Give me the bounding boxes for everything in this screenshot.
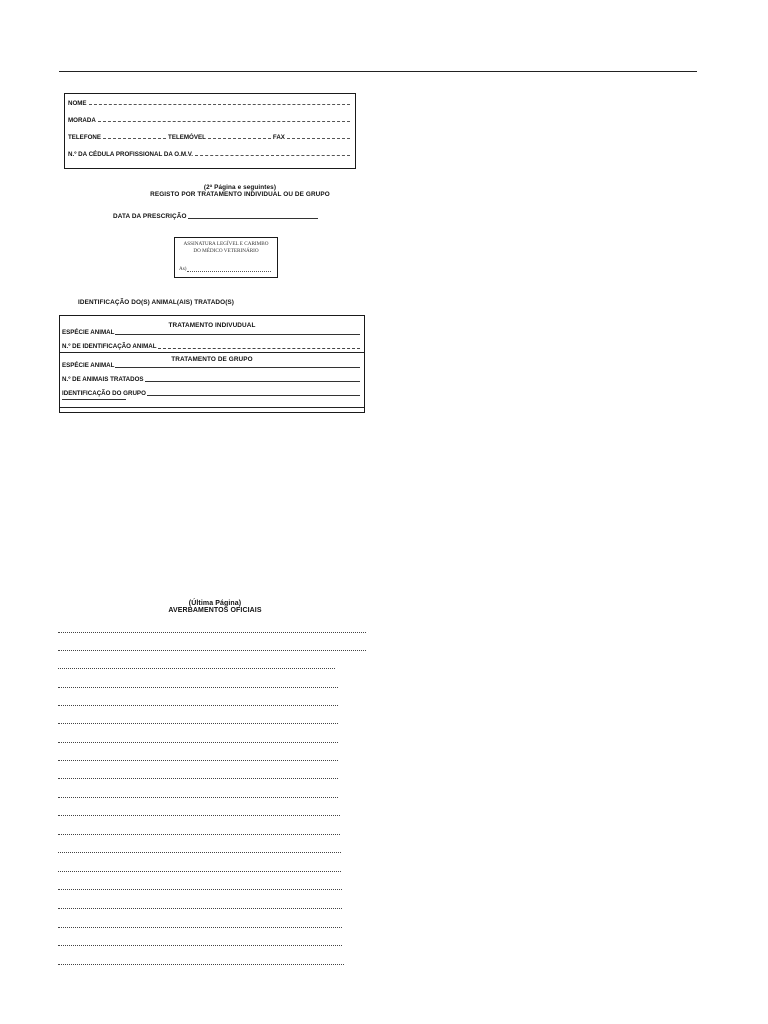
identificacao-field[interactable] (158, 348, 361, 349)
morada-row (68, 117, 352, 124)
annotation-line[interactable] (58, 742, 338, 743)
fax-field[interactable] (287, 138, 350, 139)
animais-tratados-row (62, 376, 360, 383)
animals-heading: IDENTIFICAÇÃO DO(S) ANIMAL(AIS) TRATADO(S) (78, 299, 235, 306)
especie-row (62, 329, 360, 336)
section-divider (60, 352, 364, 353)
morada-field[interactable] (98, 121, 350, 122)
bottom-divider (60, 407, 364, 408)
nome-label: NOME (68, 100, 87, 107)
annotation-line[interactable] (58, 927, 342, 928)
cedula-row (68, 151, 352, 158)
annotation-line[interactable] (58, 852, 341, 853)
contacts-row (68, 134, 352, 141)
annotation-line[interactable] (58, 778, 338, 779)
identificacao-row (62, 343, 360, 350)
cedula-label: N.º DA CÉDULA PROFISSIONAL DA O.M.V. (68, 151, 193, 158)
signature-line2: DO MÉDICO VETERINÁRIO (193, 247, 259, 254)
annotation-line[interactable] (58, 815, 340, 816)
cedula-field[interactable] (195, 155, 350, 156)
telemovel-field[interactable] (208, 138, 271, 139)
animais-tratados-field[interactable] (145, 381, 360, 382)
annotation-line[interactable] (58, 668, 335, 669)
signature-field[interactable] (187, 271, 272, 272)
top-rule (59, 71, 697, 72)
annotation-line[interactable] (58, 945, 342, 946)
signature-as-label: As) (179, 266, 187, 272)
page2-title: REGISTO POR TRATAMENTO INDIVIDUAL OU DE GRUPO (150, 191, 330, 198)
annotation-line[interactable] (58, 723, 338, 724)
last-page-subtitle: (Última Página) (188, 600, 242, 607)
telefone-field[interactable] (103, 138, 166, 139)
annotation-line[interactable] (58, 964, 344, 965)
animais-tratados-label: N.º DE ANIMAIS TRATADOS (62, 376, 144, 383)
signature-as-row (179, 266, 271, 273)
annotation-line[interactable] (58, 889, 342, 890)
telemovel-label: TELEMÓVEL (168, 134, 206, 141)
grupo-title: TRATAMENTO DE GRUPO (171, 356, 253, 363)
annotation-line[interactable] (58, 760, 338, 761)
annotation-line[interactable] (58, 650, 366, 651)
annotation-line[interactable] (58, 871, 341, 872)
signature-line1: ASSINATURA LEGÍVEL E CARIMBO (183, 241, 269, 247)
annotation-line[interactable] (58, 797, 338, 798)
prescription-date-label: DATA DA PRESCRIÇÃO (113, 213, 187, 220)
telefone-label: TELEFONE (68, 134, 102, 141)
identificacao-label: N.º DE IDENTIFICAÇÃO ANIMAL (62, 343, 157, 350)
animals-box (59, 315, 365, 413)
identificacao-grupo-label: IDENTIFICAÇÃO DO GRUPO (62, 390, 146, 397)
nome-field[interactable] (89, 104, 350, 105)
annotation-line[interactable] (58, 705, 338, 706)
fax-label: FAX (272, 134, 285, 141)
annotation-line[interactable] (58, 632, 366, 633)
page2-subtitle: (2ª Página e seguintes) (203, 184, 277, 191)
morada-label: MORADA (68, 117, 96, 124)
annotation-line[interactable] (58, 834, 340, 835)
especie-field[interactable] (115, 334, 360, 335)
especie-grupo-field[interactable] (115, 367, 360, 368)
individual-title: TRATAMENTO INDIVUDUAL (168, 322, 256, 329)
annotation-line[interactable] (58, 687, 338, 688)
prescription-date-row (113, 213, 318, 220)
group-extra-line (62, 399, 126, 400)
prescription-date-field[interactable] (188, 218, 318, 219)
identificacao-grupo-row (62, 390, 360, 397)
identificacao-grupo-field[interactable] (147, 395, 360, 396)
especie-grupo-label: ESPÉCIE ANIMAL (62, 362, 115, 369)
especie-grupo-row (62, 362, 360, 369)
annotation-line[interactable] (58, 908, 342, 909)
especie-label: ESPÉCIE ANIMAL (62, 329, 115, 336)
contact-form-box (64, 93, 356, 169)
last-page-title: AVERBAMENTOS OFICIAIS (168, 607, 262, 614)
signature-box (174, 237, 278, 278)
nome-row (68, 100, 352, 107)
